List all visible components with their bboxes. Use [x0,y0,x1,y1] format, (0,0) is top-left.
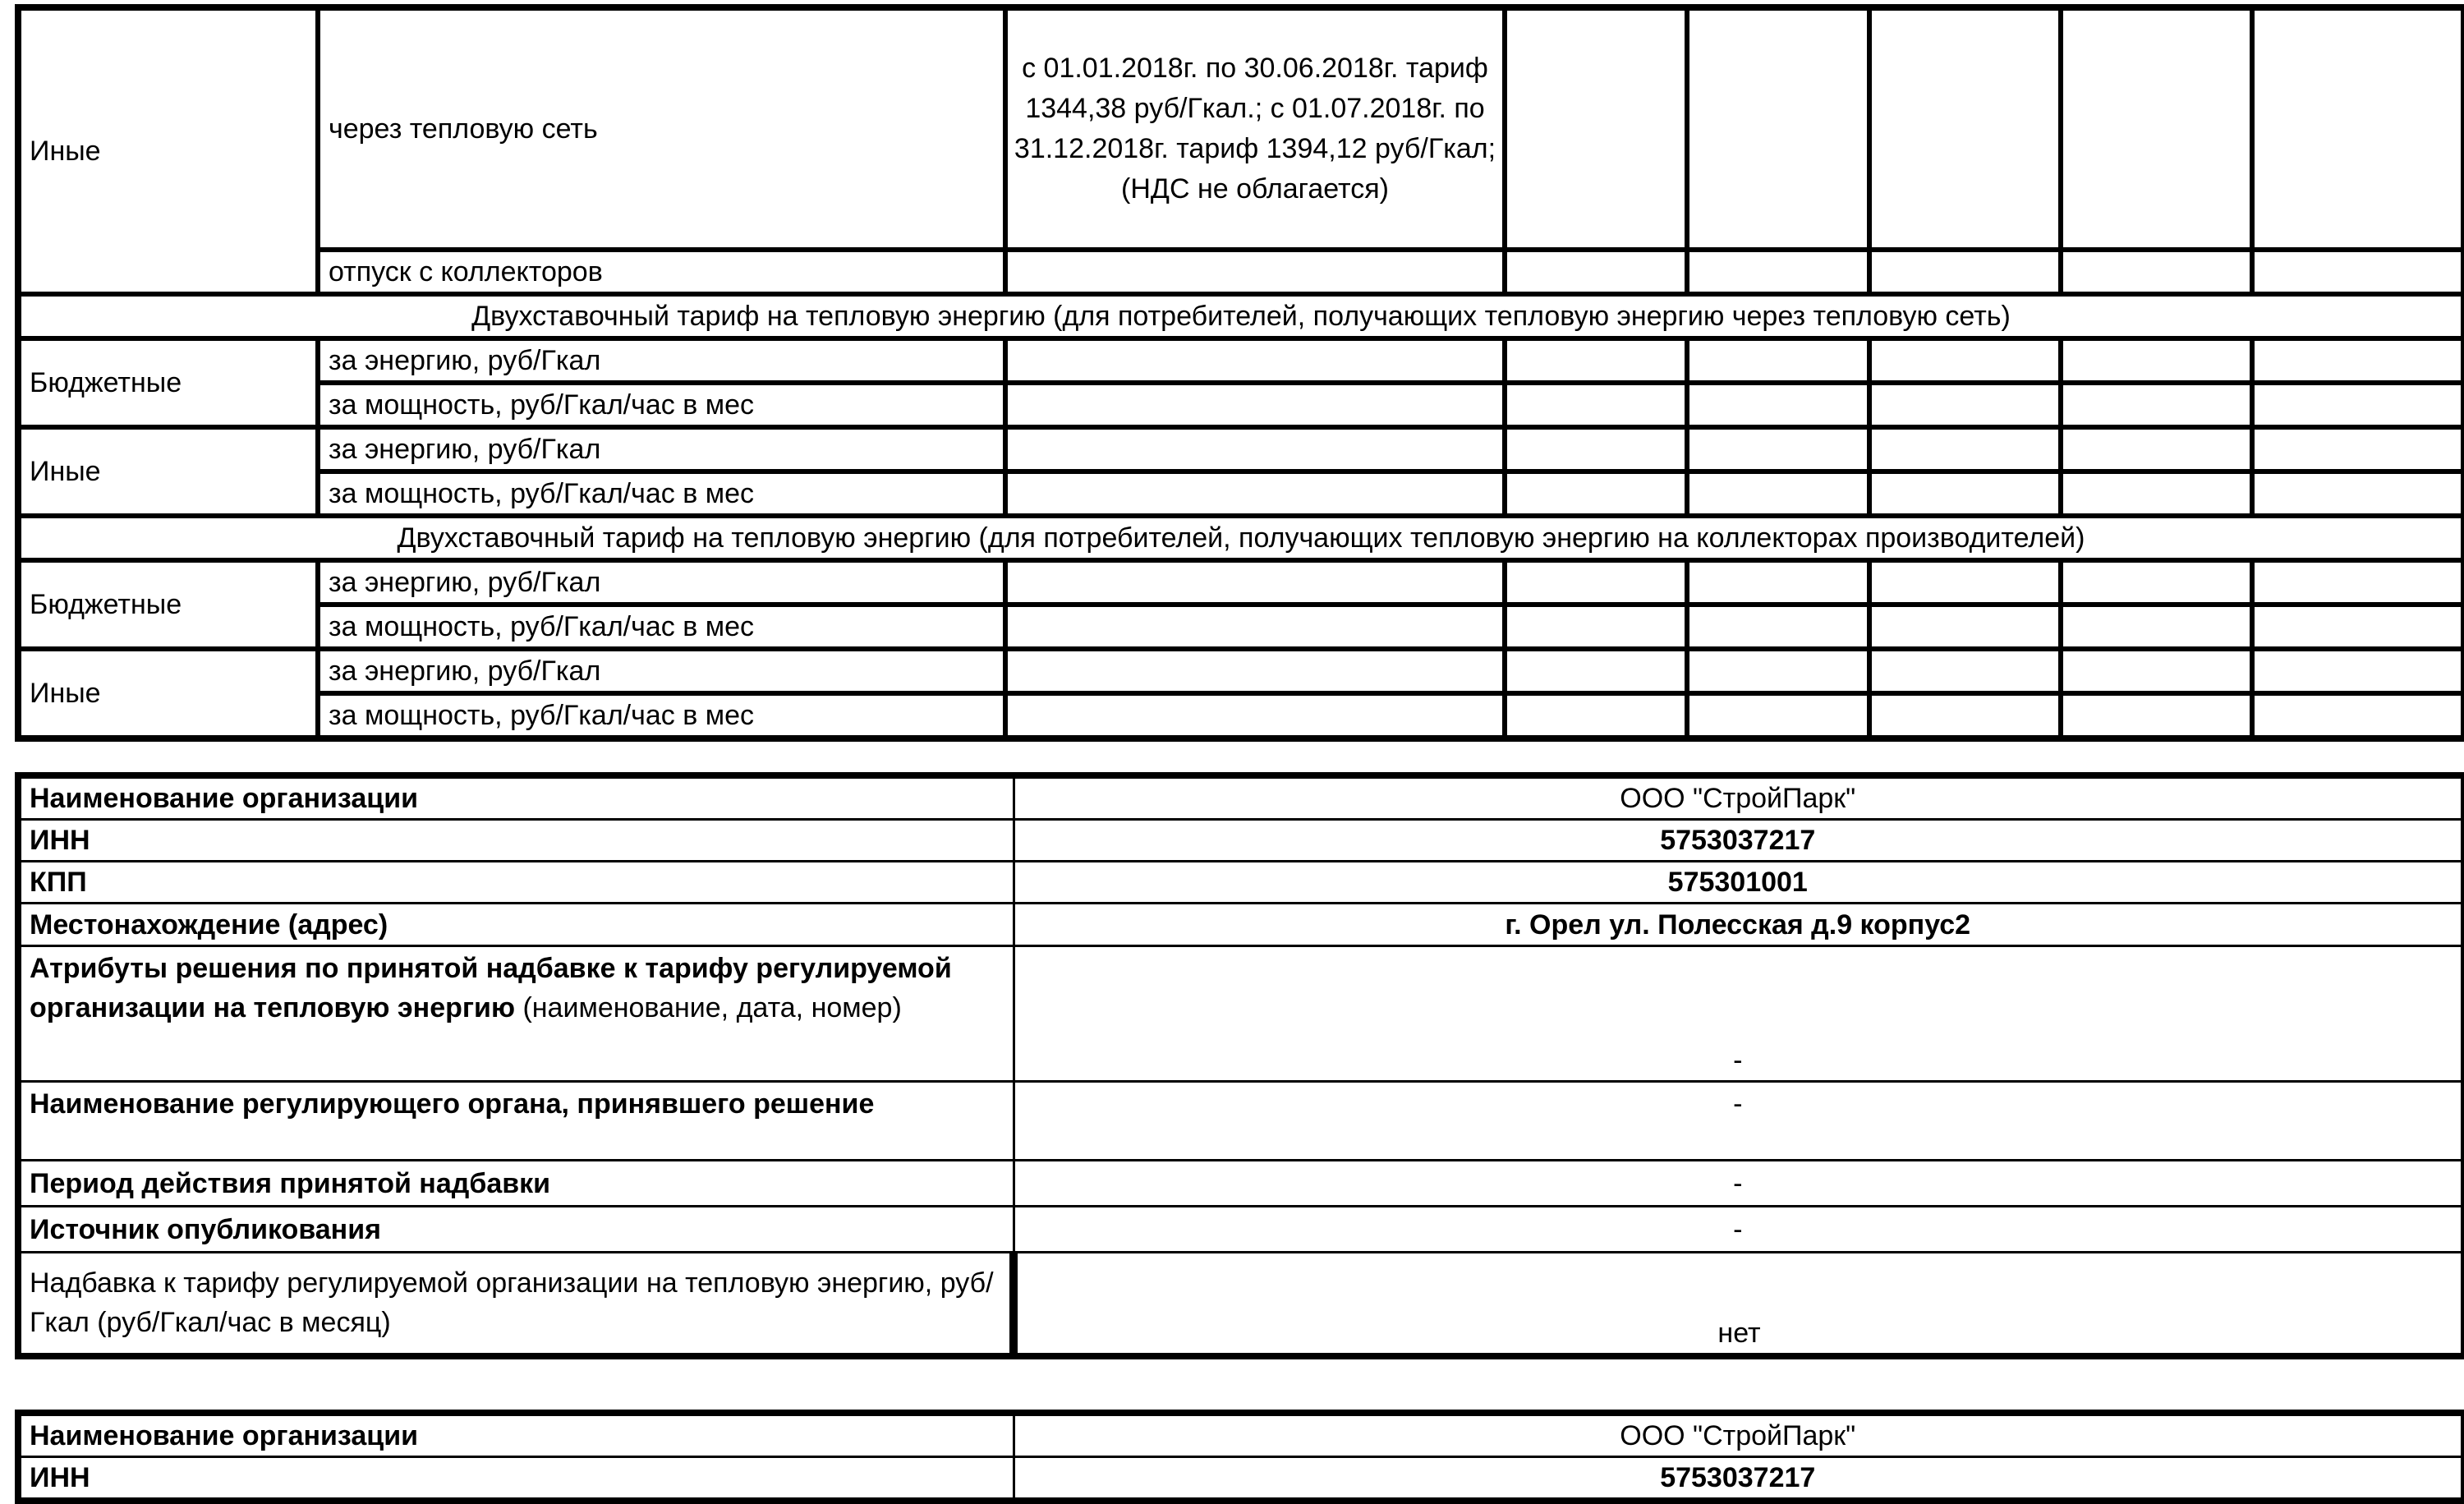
empty-cell [2061,250,2252,294]
source-value: - [1014,1207,2464,1253]
empty-cell [1869,338,2061,383]
table-row [18,383,2464,427]
empty-cell [2061,605,2252,649]
empty-cell [1687,250,1869,294]
group-cell-budget: Бюджетные [18,560,318,649]
power-label-cell: за мощность, руб/Гкал/час в мес [318,471,1005,516]
empty-cell [2252,560,2464,605]
empty-cell [2061,338,2252,383]
empty-cell [1505,693,1687,738]
surcharge-label: Надбавка к тарифу регулируемой организации на тепловую энергию, руб/Гкал (руб/Гкал/час в месяц) [18,1253,1014,1356]
group-cell-other: Иные [18,427,318,516]
org-info-table [15,772,2464,1359]
empty-cell [1869,693,2061,738]
empty-cell [1687,427,1869,471]
group-cell-budget: Бюджетные [18,338,318,427]
empty-cell [1005,338,1505,383]
empty-cell [1505,7,1687,250]
energy-label-cell: за энергию, руб/Гкал [318,427,1005,471]
empty-cell [2061,693,2252,738]
regulator-value: - [1014,1082,2464,1161]
empty-cell [1687,383,1869,427]
energy-label-cell: за энергию, руб/Гкал [318,649,1005,693]
empty-cell [1869,250,2061,294]
empty-cell [1005,427,1505,471]
empty-cell [1505,605,1687,649]
decision-attributes-label [18,946,1014,1082]
group-cell-other: Иные [18,649,318,738]
org-info-table-2 [15,1410,2464,1504]
table-row [18,1413,2464,1457]
empty-cell [1687,693,1869,738]
empty-cell [1687,471,1869,516]
surcharge-value: нет [1014,1253,2464,1356]
via-network-cell: через тепловую сеть [318,7,1005,250]
empty-cell [1869,427,2061,471]
empty-cell [1005,471,1505,516]
table-row [18,250,2464,294]
group-cell-other: Иные [18,7,318,294]
empty-cell [2252,427,2464,471]
empty-cell [1505,649,1687,693]
empty-cell [2061,471,2252,516]
empty-cell [1687,338,1869,383]
empty-cell [1869,383,2061,427]
empty-cell [1005,605,1505,649]
table-row [18,338,2464,383]
decision-attributes-value: - [1014,946,2464,1082]
empty-cell [2061,649,2252,693]
from-collectors-cell: отпуск с коллекторов [318,250,1005,294]
empty-cell [2252,605,2464,649]
tariff-text-cell: с 01.01.2018г. по 30.06.2018г. тариф 1344,38 руб/Гкал.; с 01.07.2018г. по 31.12.2018г. тариф 1394,12 руб/Гкал; (НДС не облагается) [1005,7,1505,250]
inn-value: 5753037217 [1014,1457,2464,1502]
empty-cell [1869,605,2061,649]
empty-cell [1005,560,1505,605]
regulator-label: Наименование регулирующего органа, принявшего решение [18,1082,1014,1161]
period-label: Период действия принятой надбавки [18,1161,1014,1207]
table-row [18,862,2464,904]
empty-cell [1687,560,1869,605]
empty-cell [2061,427,2252,471]
address-label: Местонахождение (адрес) [18,904,1014,946]
empty-cell [1869,7,2061,250]
tariff-table [15,4,2464,742]
table-row [18,427,2464,471]
org-name-value: ООО "СтройПарк" [1014,775,2464,820]
address-value: г. Орел ул. Полесская д.9 корпус2 [1014,904,2464,946]
energy-label-cell: за энергию, руб/Гкал [318,560,1005,605]
empty-cell [1869,560,2061,605]
empty-cell [1505,471,1687,516]
table-row [18,1207,2464,1253]
kpp-value: 575301001 [1014,862,2464,904]
table-row [18,471,2464,516]
org-name-value: ООО "СтройПарк" [1014,1413,2464,1457]
inn-value: 5753037217 [1014,820,2464,862]
empty-cell [1869,471,2061,516]
empty-cell [1505,338,1687,383]
table-row [18,294,2464,338]
energy-label-cell: за энергию, руб/Гкал [318,338,1005,383]
table-row [18,693,2464,738]
kpp-label: КПП [18,862,1014,904]
section-header-network: Двухставочный тариф на тепловую энергию (для потребителей, получающих тепловую энергию через тепловую сеть) [18,294,2464,338]
table-row [18,1253,2464,1356]
table-row [18,649,2464,693]
source-label: Источник опубликования [18,1207,1014,1253]
empty-cell [2252,649,2464,693]
decision-label-normal: (наименование, дата, номер) [515,992,902,1023]
table-row [18,1082,2464,1161]
empty-cell [1505,427,1687,471]
table-row [18,820,2464,862]
empty-cell [2061,383,2252,427]
empty-cell [1505,383,1687,427]
empty-cell [2061,7,2252,250]
section-header-collectors: Двухставочный тариф на тепловую энергию (для потребителей, получающих тепловую энергию на коллекторах производителей) [18,516,2464,560]
org-name-label: Наименование организации [18,775,1014,820]
empty-cell [1869,649,2061,693]
empty-cell [1505,560,1687,605]
empty-cell [1005,649,1505,693]
empty-cell [1505,250,1687,294]
org-name-label: Наименование организации [18,1413,1014,1457]
empty-cell [1005,383,1505,427]
table-row [18,1161,2464,1207]
power-label-cell: за мощность, руб/Гкал/час в мес [318,383,1005,427]
empty-cell [2252,693,2464,738]
empty-cell [2252,383,2464,427]
table-row [18,7,2464,250]
empty-cell [1687,7,1869,250]
empty-cell [1687,605,1869,649]
empty-cell [1005,693,1505,738]
decision-label-bold: Атрибуты решения по принятой надбавке к тарифу регулируемой организации на тепловую энергию [30,953,952,1023]
empty-cell [2252,338,2464,383]
empty-cell [2252,7,2464,250]
empty-cell [1687,649,1869,693]
empty-cell [2061,560,2252,605]
empty-cell [2252,471,2464,516]
power-label-cell: за мощность, руб/Гкал/час в мес [318,693,1005,738]
empty-cell [2252,250,2464,294]
empty-cell [1005,250,1505,294]
table-row [18,605,2464,649]
table-row [18,946,2464,1082]
period-value: - [1014,1161,2464,1207]
table-row [18,516,2464,560]
table-row [18,1457,2464,1502]
table-row [18,560,2464,605]
table-row [18,775,2464,820]
inn-label: ИНН [18,820,1014,862]
table-row [18,904,2464,946]
power-label-cell: за мощность, руб/Гкал/час в мес [318,605,1005,649]
inn-label: ИНН [18,1457,1014,1502]
